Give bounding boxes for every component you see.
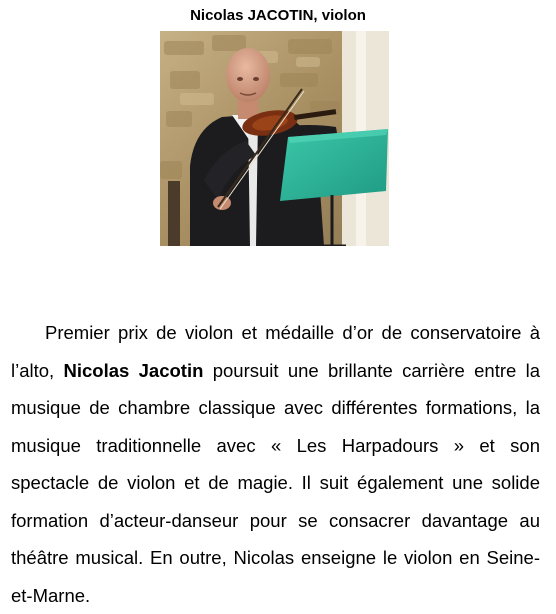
biography-paragraph (11, 314, 540, 614)
bio-text-start: Premier prix de violon et médaille d’or de conservatoire à l’alto, (11, 322, 540, 381)
bio-text-end: poursuit une brillante carrière entre la musique de chambre classique avec différentes formations, la musique traditionnelle avec « Les Harpadours » et son spectacle de violon et de magie. Il suit également une solide formation d’acteur-danseur pour se consacrer davantage au théâtre musical. En outre, Nicolas enseigne le violon en Seine-et-Marne. (11, 359, 540, 606)
violinist-photo (160, 31, 389, 246)
page-title: Nicolas JACOTIN, violon (190, 7, 366, 24)
musician-name: Nicolas Jacotin (63, 359, 204, 381)
